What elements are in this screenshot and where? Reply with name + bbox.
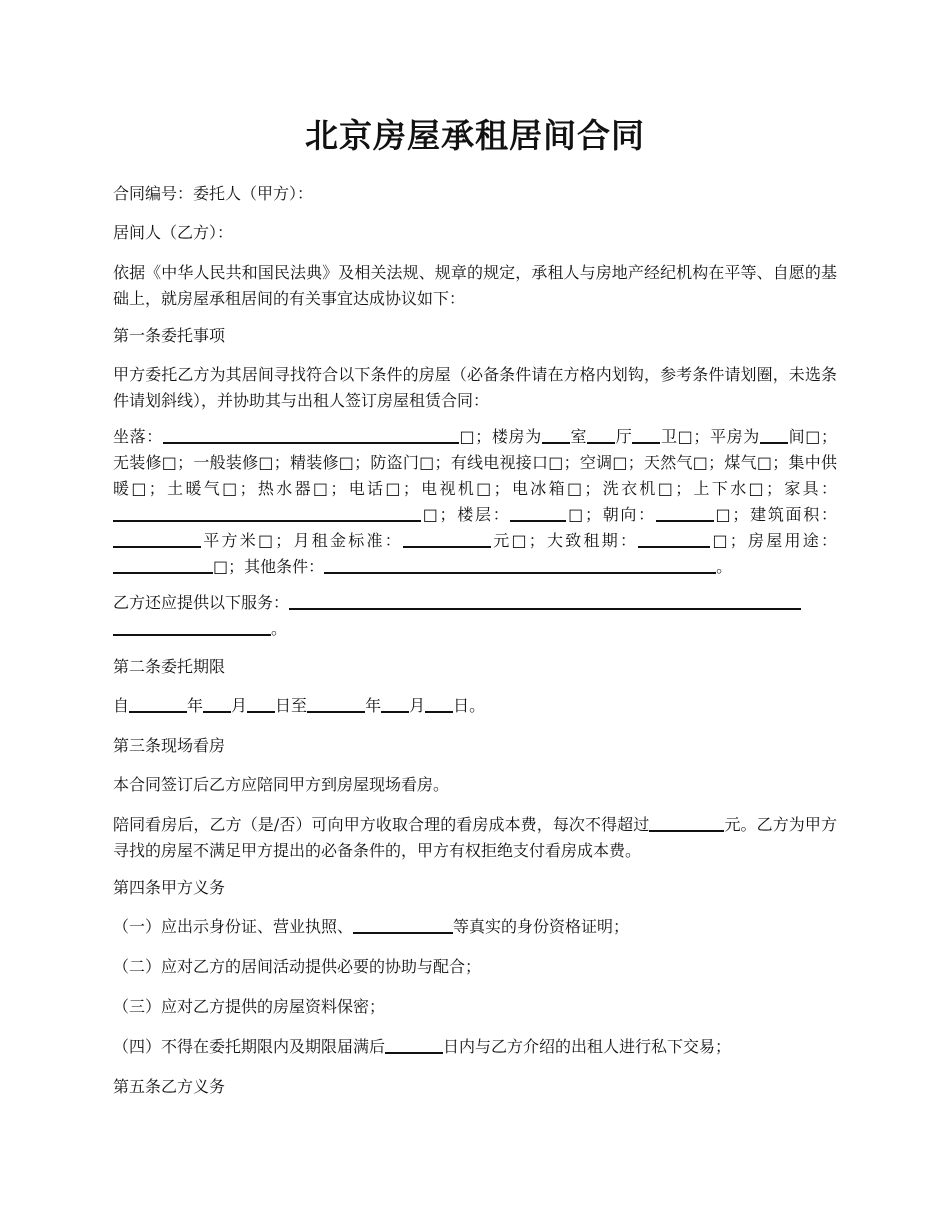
article-4-item-2: （二）应对乙方的居间活动提供必要的协助与配合； bbox=[113, 957, 482, 976]
orientation-blank bbox=[656, 506, 714, 520]
services-paragraph: 乙方还应提供以下服务： 。 bbox=[113, 590, 837, 642]
services-blank-1 bbox=[289, 594, 801, 608]
services-blank-2 bbox=[113, 620, 271, 634]
end-month-blank bbox=[381, 697, 409, 711]
baths-blank bbox=[632, 428, 660, 442]
rooms-blank bbox=[542, 428, 570, 442]
floor-blank bbox=[510, 506, 566, 520]
rent-blank bbox=[403, 532, 491, 546]
contract-number-line: 合同编号：委托人（甲方）： bbox=[113, 184, 314, 203]
other-conditions-blank bbox=[324, 558, 716, 572]
usage-blank bbox=[113, 558, 213, 572]
bungalow-rooms-blank bbox=[760, 428, 788, 442]
end-day-blank bbox=[425, 697, 453, 711]
days-blank bbox=[385, 1038, 443, 1052]
article-2-heading: 第二条委托期限 bbox=[113, 657, 226, 676]
preamble-paragraph: 依据《中华人民共和国民法典》及相关法规、规章的规定，承租人与房地产经纪机构在平等、自愿的基础上，就房屋承租居间的有关事宜达成协议如下： bbox=[113, 263, 837, 308]
house-conditions-paragraph: 坐落： □；楼房为 室 厅 卫□；平房为 间□；无装修□；一般装修□；精装修□；防盗门□；有线电视接口□；空调□；天然气□；煤气□；集中供暖□；土暖气□；热水器□；电话□；电视机□；电冰箱□；洗衣机□；上下水□；家具：□；楼层： □；朝向： □；建筑面积：平方米□；月租金标准： 元□；大致租期： □；房屋用途：□；其他条件： 。 bbox=[113, 427, 837, 576]
article-3-heading: 第三条现场看房 bbox=[113, 736, 226, 755]
article-4-item-1: （一）应出示身份证、营业执照、 等真实的身份资格证明； bbox=[113, 917, 630, 936]
article-5-heading: 第五条乙方义务 bbox=[113, 1077, 226, 1096]
furniture-blank bbox=[113, 506, 421, 520]
halls-blank bbox=[587, 428, 615, 442]
start-month-blank bbox=[203, 697, 231, 711]
period-line: 自 年 月 日至 年 月 日。 bbox=[113, 696, 486, 715]
area-blank bbox=[113, 532, 201, 546]
end-year-blank bbox=[307, 697, 365, 711]
article-1-paragraph: 甲方委托乙方为其居间寻找符合以下条件的房屋（必备条件请在方格内划钩，参考条件请划圈，未选条件请划斜线），并协助其与出租人签订房屋租赁合同： bbox=[113, 365, 837, 410]
id-document-blank bbox=[353, 918, 453, 932]
start-year-blank bbox=[129, 697, 187, 711]
intermediary-line: 居间人（乙方）： bbox=[113, 223, 234, 242]
article-3-paragraph-2: 陪同看房后，乙方（是/否）可向甲方收取合理的看房成本费，每次不得超过 元。乙方为甲方寻找的房屋不满足甲方提出的必备条件的，甲方有权拒绝支付看房成本费。 bbox=[113, 815, 837, 860]
document-title: 北京房屋承租居间合同 bbox=[305, 116, 645, 155]
article-1-heading: 第一条委托事项 bbox=[113, 326, 226, 345]
article-4-heading: 第四条甲方义务 bbox=[113, 878, 226, 897]
article-3-paragraph-1: 本合同签订后乙方应陪同甲方到房屋现场看房。 bbox=[113, 775, 450, 794]
location-blank bbox=[163, 428, 459, 442]
article-4-item-4: （四）不得在委托期限内及期限届满后 日内与乙方介绍的出租人进行私下交易； bbox=[113, 1037, 732, 1056]
lease-term-blank bbox=[638, 532, 710, 546]
article-4-item-3: （三）应对乙方提供的房屋资料保密； bbox=[113, 997, 386, 1016]
viewing-fee-blank bbox=[649, 816, 724, 830]
start-day-blank bbox=[247, 697, 275, 711]
